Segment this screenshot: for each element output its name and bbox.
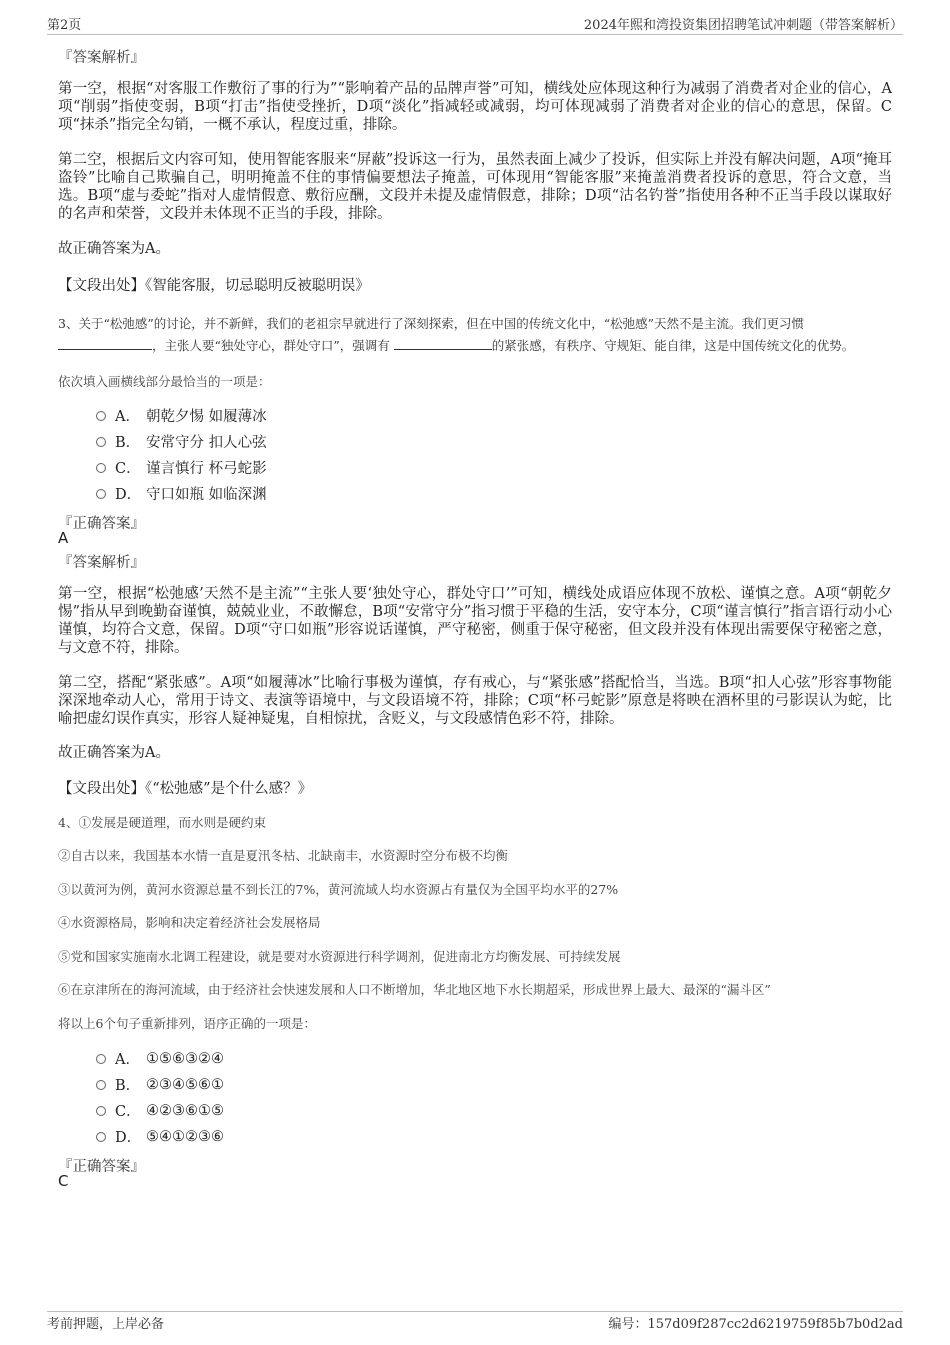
radio-icon[interactable] bbox=[96, 463, 106, 473]
correct-answer-label: 『正确答案』 bbox=[58, 1159, 145, 1175]
option-text: ④②③⑥①⑤ bbox=[146, 1102, 224, 1119]
option-c[interactable] bbox=[96, 1100, 224, 1121]
option-letter: A． bbox=[115, 409, 140, 425]
passage-source: 【文段出处】《“松弛感”是个什么感？》 bbox=[58, 781, 313, 797]
option-text: ②③④⑤⑥① bbox=[146, 1076, 224, 1093]
correct-answer-value: A bbox=[58, 529, 69, 547]
sentence-item: ②自古以来，我国基本水情一直是夏汛冬枯、北缺南丰，水资源时空分布极不均衡 bbox=[58, 848, 509, 863]
question-3-text bbox=[58, 313, 892, 357]
question-text-part: 的紧张感，有秩序、守规矩、能自律，这是中国传统文化的优势。 bbox=[491, 338, 855, 353]
fill-blank bbox=[58, 335, 152, 350]
option-letter: C． bbox=[115, 461, 141, 477]
correct-answer-value: C bbox=[58, 1172, 69, 1190]
passage-source: 【文段出处】《智能客服，切忌聪明反被聪明误》 bbox=[58, 278, 370, 294]
radio-icon[interactable] bbox=[96, 1132, 106, 1142]
radio-icon[interactable] bbox=[96, 437, 106, 447]
radio-icon[interactable] bbox=[96, 1054, 106, 1064]
sentence-item: 4、①发展是硬道理，而水则是硬约束 bbox=[58, 815, 266, 830]
analysis-label: 『答案解析』 bbox=[58, 50, 145, 66]
question-prompt: 依次填入画横线部分最恰当的一项是： bbox=[58, 374, 271, 389]
option-c[interactable] bbox=[96, 457, 267, 478]
page-header bbox=[47, 12, 903, 35]
option-letter: A． bbox=[115, 1052, 140, 1068]
option-letter: C． bbox=[115, 1104, 141, 1120]
analysis-paragraph: 第二空，搭配“紧张感”。A项“如履薄冰”比喻行事极为谨慎，存有戒心，与“紧张感”搭配恰当，当选。B项“扣人心弦”形容事物能深深地牵动人心，常用于诗文、表演等语境中，与文段语境不符，排除；C项“杯弓蛇影”原意是将映在酒杯里的弓影误认为蛇，比喻把虚幻误作真实，形容人疑神疑鬼，自相惊扰，含贬义，与文段感情色彩不符，排除。 bbox=[58, 675, 892, 727]
option-letter: B． bbox=[115, 1078, 141, 1094]
option-text: 守口如瓶 如临深渊 bbox=[146, 487, 267, 503]
correct-answer-label: 『正确答案』 bbox=[58, 516, 145, 532]
analysis-conclusion: 故正确答案为A。 bbox=[58, 745, 170, 761]
footer-slogan: 考前押题，上岸必备 bbox=[47, 1317, 165, 1332]
option-text: 谨言慎行 杯弓蛇影 bbox=[146, 461, 267, 477]
sentence-item: ③以黄河为例，黄河水资源总量不到长江的7%，黄河流域人均水资源占有量仅为全国平均水平的27% bbox=[58, 882, 619, 897]
radio-icon[interactable] bbox=[96, 1106, 106, 1116]
option-text: ①⑤⑥③②④ bbox=[146, 1050, 224, 1067]
option-text: 安常守分 扣人心弦 bbox=[146, 435, 267, 451]
document-title: 2024年熙和湾投资集团招聘笔试冲刺题（带答案解析） bbox=[583, 17, 903, 33]
option-letter: D． bbox=[115, 1130, 142, 1146]
option-text: ⑤④①②③⑥ bbox=[146, 1128, 224, 1145]
question-prompt: 将以上6个句子重新排列，语序正确的一项是： bbox=[58, 1016, 316, 1031]
analysis-paragraph: 第二空，根据后文内容可知，使用智能客服来“屏蔽”投诉这一行为，虽然表面上减少了投诉，但实际上并没有解决问题，A项“掩耳盗铃”比喻自己欺骗自己，明明掩盖不住的事情偏要想法子掩盖，可体现用“智能客服”来掩盖消费者投诉的意思，符合文意，当选。B项“虚与委蛇”指对人虚情假意、敷衍应酬，文段并未提及虚情假意，排除；D项“沽名钓誉”指使用各种不正当手段以谋取好的名声和荣誉，文段并未体现不正当的手段，排除。 bbox=[58, 152, 892, 222]
document-id: 编号：157d09f287cc2d6219759f85b7b0d2ad bbox=[608, 1317, 903, 1332]
question-text-part: 3、关于“松弛感”的讨论，并不新鲜，我们的老祖宗早就进行了深刻探索，但在中国的传统文化中，“松弛感”天然不是主流。我们更习惯 bbox=[58, 316, 805, 331]
page-footer bbox=[47, 1311, 903, 1332]
page-number: 第2页 bbox=[47, 17, 82, 33]
analysis-paragraph: 第一空，根据“松弛感’天然不是主流”“主张人要‘独处守心，群处守口’”可知，横线处成语应体现不放松、谨慎之意。A项“朝乾夕惕”指从早到晚勤奋谨慎，兢兢业业，不敢懈怠，B项“安常守分”指习惯于平稳的生活，安守本分，C项“谨言慎行”指言语行动小心谨慎，均符合文意，保留。D项“守口如瓶”形容说话谨慎，严守秘密，侧重于保守秘密，但文段并没有体现出需要保守秘密之意，与文意不符，排除。 bbox=[58, 586, 892, 656]
option-d[interactable] bbox=[96, 483, 267, 504]
fill-blank bbox=[394, 335, 492, 350]
option-b[interactable] bbox=[96, 1074, 224, 1095]
analysis-conclusion: 故正确答案为A。 bbox=[58, 241, 170, 257]
analysis-label: 『答案解析』 bbox=[58, 555, 145, 571]
sentence-item: ⑥在京津所在的海河流域，由于经济社会快速发展和人口不断增加，华北地区地下水长期超采，形成世界上最大、最深的“漏斗区” bbox=[58, 982, 771, 997]
sentence-item: ④水资源格局，影响和决定着经济社会发展格局 bbox=[58, 915, 321, 930]
sentence-item: ⑤党和国家实施南水北调工程建设，就是要对水资源进行科学调剂，促进南北方均衡发展、可持续发展 bbox=[58, 949, 621, 964]
radio-icon[interactable] bbox=[96, 411, 106, 421]
radio-icon[interactable] bbox=[96, 489, 106, 499]
question-text-part: ，主张人要“独处守心，群处守口”，强调有 bbox=[152, 338, 390, 353]
option-text: 朝乾夕惕 如履薄冰 bbox=[146, 409, 267, 425]
analysis-paragraph: 第一空，根据“对客服工作敷衍了事的行为”“影响着产品的品牌声誉”可知，横线处应体现这种行为减弱了消费者对企业的信心，A项“削弱”指使变弱，B项“打击”指使受挫折，D项“淡化”指减轻或减弱，均可体现减弱了消费者对企业的信心的意思，保留。C项“抹杀”指完全勾销，一概不承认，程度过重，排除。 bbox=[58, 81, 892, 133]
option-d[interactable] bbox=[96, 1126, 224, 1147]
option-b[interactable] bbox=[96, 431, 267, 452]
option-a[interactable] bbox=[96, 1048, 224, 1069]
option-letter: D． bbox=[115, 487, 142, 503]
radio-icon[interactable] bbox=[96, 1080, 106, 1090]
option-a[interactable] bbox=[96, 405, 267, 426]
option-letter: B． bbox=[115, 435, 141, 451]
